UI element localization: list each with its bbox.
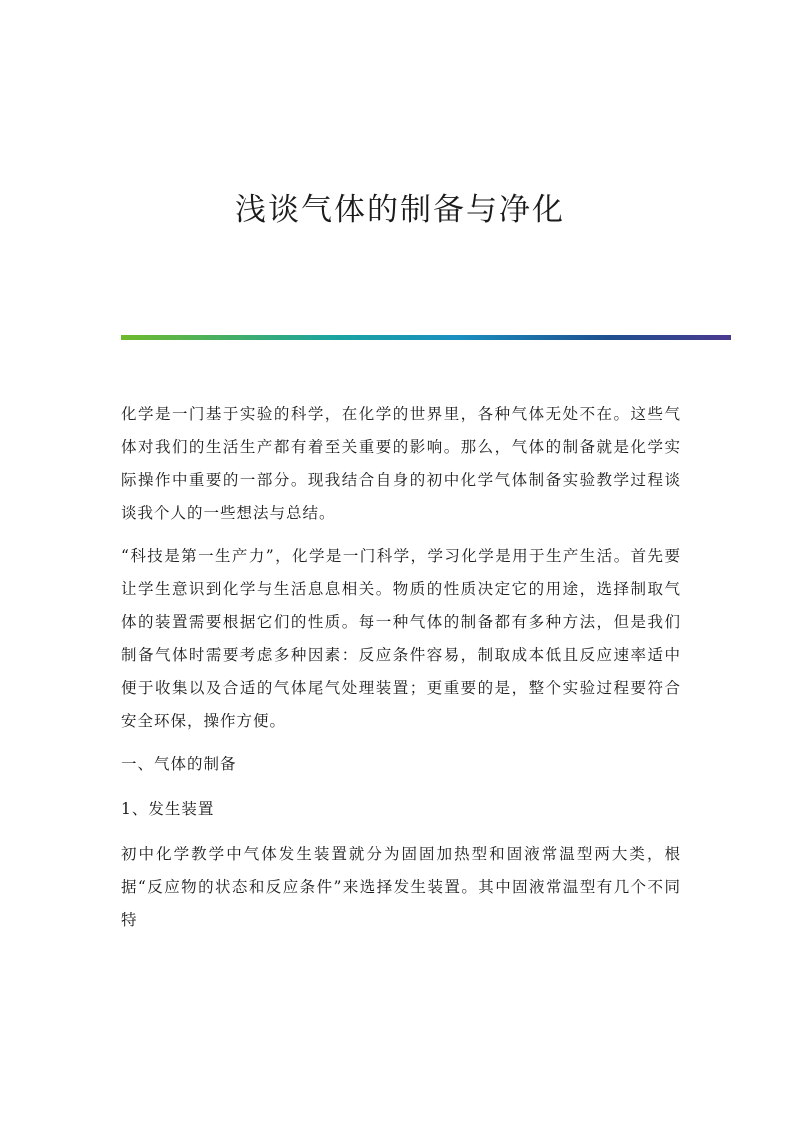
document-title: 浅谈气体的制备与净化 (235, 192, 565, 228)
paragraph-intro: 化学是一门基于实验的科学，在化学的世界里，各种气体无处不在。这些气体对我们的生活生产都有着至关重要的影响。那么，气体的制备就是化学实际操作中重要的一部分。现我结合自身的初中化学气体制备实验教学过程谈谈我个人的一些想法与总结。 (121, 405, 681, 522)
document-body (121, 398, 681, 947)
subsection-heading: 1、发生装置 (121, 800, 215, 818)
title-divider (121, 335, 731, 340)
paragraph-science: “科技是第一生产力”，化学是一门科学，学习化学是用于生产生活。首先要让学生意识到化学与生活息息相关。物质的性质决定它的用途，选择制取气体的装置需要根据它们的性质。每一种气体的制备都有多种方法，但是我们制备气体时需要考虑多种因素：反应条件容易，制取成本低且反应速率适中便于收集以及合适的气体尾气处理装置；更重要的是，整个实验过程要符合安全环保，操作方便。 (121, 547, 681, 730)
section-heading: 一、气体的制备 (121, 755, 237, 773)
paragraph-generator: 初中化学教学中气体发生装置就分为固固加热型和固液常温型两大类，根据“反应物的状态和反应条件”来选择发生装置。其中固液常温型有几个不同特 (121, 845, 681, 929)
